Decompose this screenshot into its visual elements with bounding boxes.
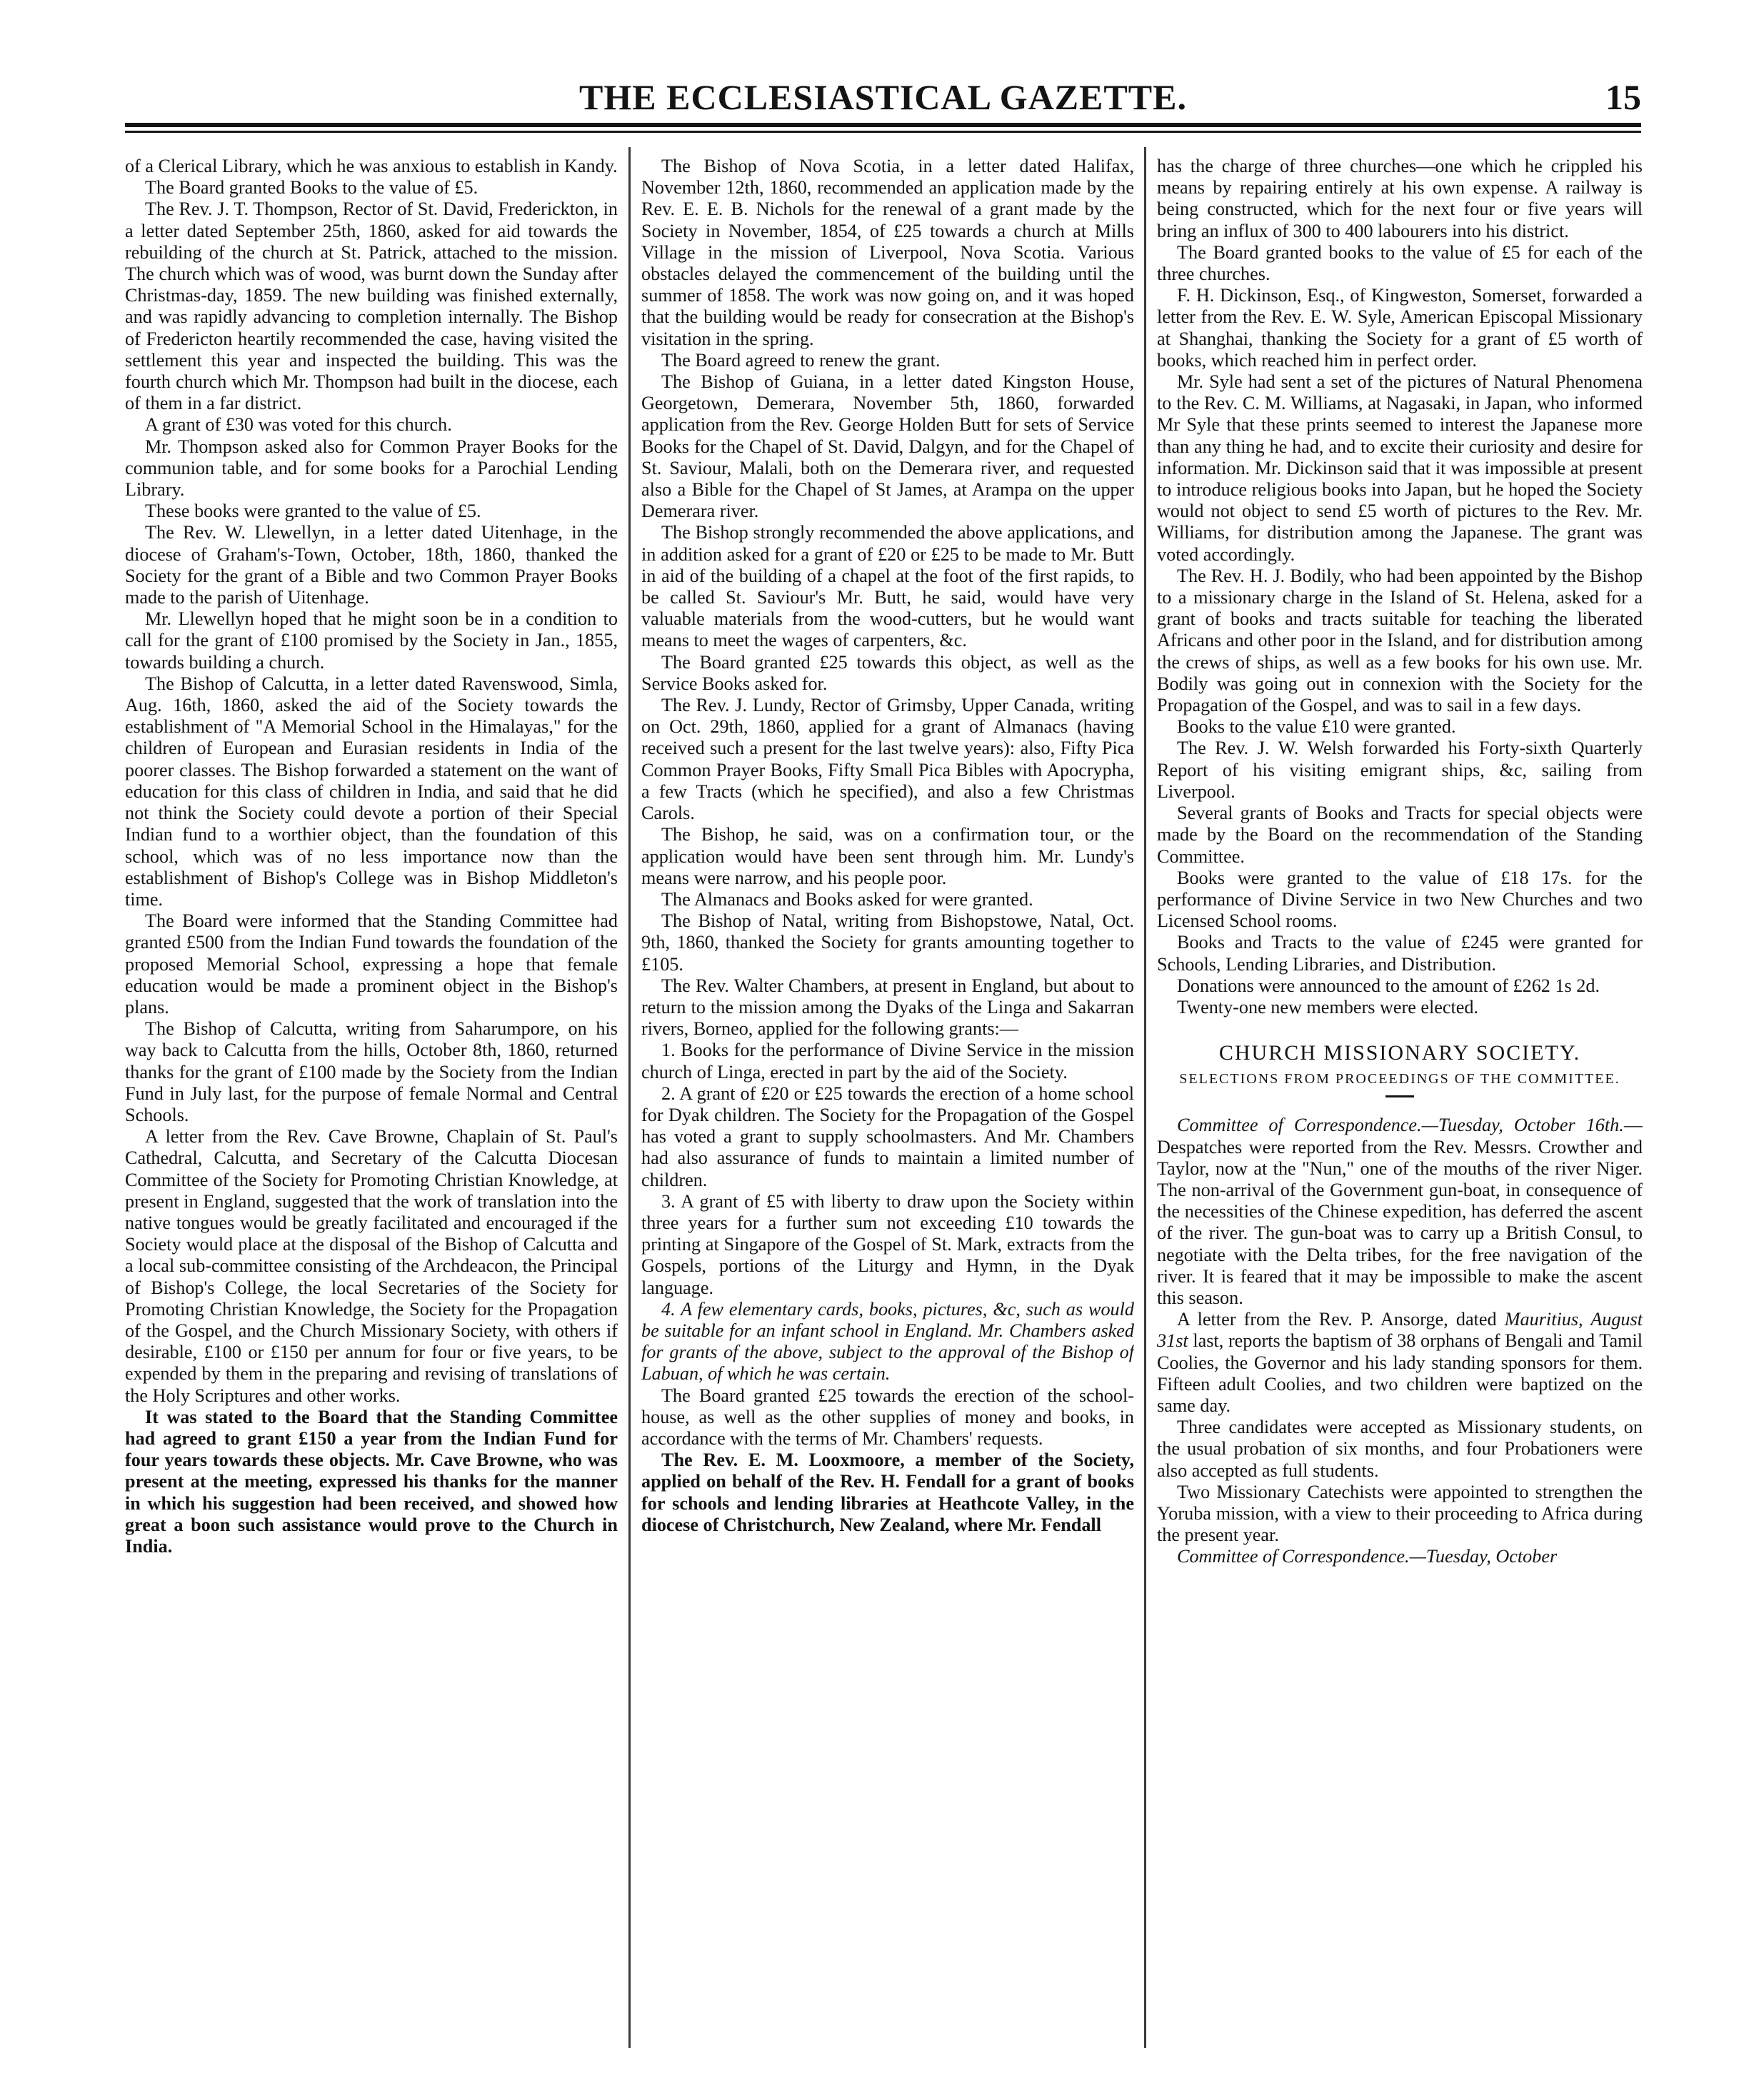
paragraph: Three candidates were accepted as Missionary students, on the usual probation of six months, and four Probationers were also accepted as full students.	[1157, 1417, 1643, 1481]
paragraph: The Board were informed that the Standing Committee had granted £500 from the Indian Fund towards the foundation of the proposed Memorial School, expressing a hope that female education would be made a prominent object in the Bishop's plans.	[125, 910, 618, 1018]
paragraph: The Bishop of Calcutta, writing from Saharumpore, on his way back to Calcutta from the hills, October 8th, 1860, returned thanks for the grant of £100 made by the Society from the Indian Fund in July last, for the purpose of female Normal and Central Schools.	[125, 1018, 618, 1125]
paragraph: The Bishop of Nova Scotia, in a letter dated Halifax, November 12th, 1860, recommended an application made by the Rev. E. E. B. Nichols for the renewal of a grant made by the Society in November, 1854, of £25 towards a church at Mills Village in the mission of Liverpool, Nova Scotia. Various obstacles delayed the commencement of the building until the summer of 1858. The work was now going on, and it was hoped that the building would be ready for consecration at the Bishop's visitation in the spring.	[641, 156, 1134, 349]
column-left	[125, 156, 618, 2048]
paragraph: Mr. Syle had sent a set of the pictures of Natural Phenomena to the Rev. C. M. Williams, at Nagasaki, in Japan, who informed Mr Syle that these prints seemed to interest the Japanese more than any thing he had, and to excite their curiosity and desire for information. Mr. Dickinson said that it was impossible at present to introduce religious books into Japan, but he hoped the Society would not object to send £5 worth of pictures to the Rev. Mr. Williams, for distribution among the Japanese. The grant was voted accordingly.	[1157, 371, 1643, 565]
paragraph-text: A letter from the Rev. P. Ansorge, dated	[1177, 1309, 1505, 1330]
column-divider	[628, 147, 631, 2048]
column-right	[1157, 156, 1643, 2048]
paragraph: The Bishop strongly recommended the above applications, and in addition asked for a grant of £20 or £25 to be made to Mr. Butt in aid of the building of a chapel at the foot of the first rapids, to be called St. Saviour's Mr. Butt, he said, would have very valuable materials from the wood-cutters, but he would want means to meet the wages of carpenters, &c.	[641, 522, 1134, 651]
paragraph: The Bishop, he said, was on a confirmation tour, or the application would have been sent through him. Mr. Lundy's means were narrow, and his people poor.	[641, 824, 1134, 888]
paragraph: Books and Tracts to the value of £245 were granted for Schools, Lending Libraries, and Distribution.	[1157, 932, 1643, 975]
paragraph: Donations were announced to the amount of £262 1s 2d.	[1177, 975, 1600, 996]
page-number: 15	[1605, 77, 1641, 117]
committee-heading: Committee of Correspondence.—Tuesday, October 16th.	[1177, 1115, 1624, 1136]
paragraph: The Rev. Walter Chambers, at present in England, but about to return to the mission among the Dyaks of the Linga and Sakarran rivers, Borneo, applied for the following grants:—	[641, 975, 1134, 1040]
section-title: CHURCH MISSIONARY SOCIETY.	[1218, 1041, 1581, 1065]
paragraph	[1157, 1115, 1643, 1309]
paragraph: The Board granted Books to the value of £5.	[145, 177, 478, 199]
committee-heading: Committee of Correspondence.—Tuesday, October	[1177, 1546, 1558, 1567]
paragraph: Two Missionary Catechists were appointed to strengthen the Yoruba mission, with a view to their proceeding to Africa during the present year.	[1157, 1481, 1643, 1546]
paragraph: The Board agreed to renew the grant.	[661, 349, 941, 371]
paragraph: The Bishop of Natal, writing from Bishopstowe, Natal, Oct. 9th, 1860, thanked the Society for grants amounting together to £105.	[641, 910, 1134, 975]
header-rule-thick	[125, 123, 1641, 127]
paragraph	[1157, 1309, 1643, 1417]
paragraph: These books were granted to the value of £5.	[145, 501, 481, 522]
paragraph: has the charge of three churches—one which he crippled his means by repairing entirely at his own expense. A railway is being constructed, which for the next four or five years will bring an influx of 300 to 400 labourers into his district.	[1157, 156, 1643, 241]
paragraph: It was stated to the Board that the Standing Committee had agreed to grant £150 a year from the Indian Fund for four years towards these objects. Mr. Cave Browne, who was present at the meeting, expressed his thanks for the manner in which his suggestion had been received, and showed how great a boon such assistance would prove to the Church in India.	[125, 1406, 618, 1557]
paragraph: A grant of £30 was voted for this church.	[145, 414, 452, 436]
paragraph: The Rev. E. M. Looxmoore, a member of the Society, applied on behalf of the Rev. H. Fendall for a grant of books for schools and lending libraries at Heathcote Valley, in the diocese of Christchurch, New Zealand, where Mr. Fendall	[641, 1450, 1134, 1535]
paragraph: The Board granted £25 towards this object, as well as the Service Books asked for.	[641, 651, 1134, 694]
paragraph: The Rev. J. W. Welsh forwarded his Forty-sixth Quarterly Report of his visiting emigrant ships, &c, sailing from Liverpool.	[1157, 738, 1643, 802]
paragraph: The Bishop of Guiana, in a letter dated Kingston House, Georgetown, Demerara, November 5th, 1860, forwarded application from the Rev. George Holden Butt for sets of Service Books for the Chapel of St. David, Dalgyn, and for the Chapel of St. Saviour, Malali, both on the Demerara river, and requested also a Bible for the Chapel of St James, at Arampa on the upper Demerara river.	[641, 371, 1134, 522]
paragraph: 4. A few elementary cards, books, pictures, &c, such as would be suitable for an infant school in England. Mr. Chambers asked for grants of the above, subject to the approval of the Bishop of Labuan, of which he was certain.	[641, 1298, 1134, 1385]
column-divider	[1144, 147, 1146, 2048]
paragraph: The Almanacs and Books asked for were granted.	[661, 888, 1033, 910]
paragraph: Mr. Thompson asked also for Common Prayer Books for the communion table, and for some books for a Parochial Lending Library.	[125, 436, 618, 501]
gazette-title: THE ECCLESIASTICAL GAZETTE.	[579, 77, 1187, 117]
paragraph: The Rev. J. T. Thompson, Rector of St. David, Frederickton, in a letter dated September 25th, 1860, asked for aid towards the rebuilding of the church at St. Patrick, attached to the mission. The church which was of wood, was burnt down the Sunday after Christmas-day, 1859. The new building was finished externally, and was rapidly advancing to completion internally. The Bishop of Fredericton heartily recommended the case, having visited the settlement this year and inspected the building. This was the fourth church which Mr. Thompson had built in the diocese, each of them in a far district.	[125, 199, 618, 414]
paragraph: The Rev. W. Llewellyn, in a letter dated Uitenhage, in the diocese of Graham's-Town, October, 18th, 1860, thanked the Society for the grant of a Bible and two Common Prayer Books made to the parish of Uitenhage.	[125, 522, 618, 608]
paragraph: 1. Books for the performance of Divine Service in the mission church of Linga, erected in part by the aid of the Society.	[641, 1040, 1134, 1082]
section-subtitle: SELECTIONS FROM PROCEEDINGS OF THE COMMITTEE.	[1179, 1071, 1620, 1087]
paragraph: The Rev. H. J. Bodily, who had been appointed by the Bishop to a missionary charge in the Island of St. Helena, asked for a grant of books and tracts suitable for teaching the liberated Africans and other poor in the Island, and for distribution among the crews of ships, as well as a few books for his own use. Mr. Bodily was going out in connexion with the Society for the Propagation of the Gospel, and was to sail in a few days.	[1157, 565, 1643, 716]
page-header	[125, 74, 1641, 120]
paragraph: 3. A grant of £5 with liberty to draw upon the Society within three years for a further sum not exceeding £10 towards the printing at Singapore of the Gospel of St. Mark, extracts from the Gospels, portions of the Liturgy and Hymn, in the Dyak language.	[641, 1190, 1134, 1298]
paragraph: Several grants of Books and Tracts for special objects were made by the Board on the recommendation of the Standing Committee.	[1157, 803, 1643, 867]
paragraph: Mr. Llewellyn hoped that he might soon be in a condition to call for the grant of £100 promised by the Society in Jan., 1855, towards building a church.	[125, 608, 618, 673]
dateline: Mauritius, August 31st	[1157, 1309, 1643, 1352]
paragraph: A letter from the Rev. Cave Browne, Chaplain of St. Paul's Cathedral, Calcutta, and Secretary of the Calcutta Diocesan Committee of the Society for Promoting Christian Knowledge, at present in England, suggested that the work of translation into the native tongues would be greatly facilitated and encouraged if the Society would place at the disposal of the Bishop of Calcutta and a local sub-committee consisting of the Archdeacon, the Principal of Bishop's College, the local Secretaries of the Society for Promoting Christian Knowledge, the Society for the Propagation of the Gospel, and the Church Missionary Society, with others if desirable, £100 or £150 per annum for four or five years, to be expended by them in the preparing and revising of translations of the Holy Scriptures and other works.	[125, 1126, 618, 1406]
paragraph: of a Clerical Library, which he was anxious to establish in Kandy.	[125, 156, 618, 176]
paragraph: The Rev. J. Lundy, Rector of Grimsby, Upper Canada, writing on Oct. 29th, 1860, applied for a grant of Almanacs (having received such a present for the last twelve years): also, Fifty Pica Common Prayer Books, Fifty Small Pica Bibles with Apocrypha, a few Tracts (which he specified), and also a few Christmas Carols.	[641, 695, 1134, 824]
paragraph: 2. A grant of £20 or £25 towards the erection of a home school for Dyak children. The Society for the Propagation of the Gospel has voted a grant to supply schoolmasters. And Mr. Chambers had also assurance of funds to maintain a limited number of children.	[641, 1082, 1134, 1190]
paragraph-text: —Despatches were reported from the Rev. Messrs. Crowther and Taylor, now at the "Nun," one of the mouths of the river Niger. The non-arrival of the Government gun-boat, in consequence of the necessities of the Chinese expedition, has deferred the ascent of the river. The gun-boat was to carry up a British Consul, to negotiate with the Delta tribes, for the free navigation of the river. It is feared that it may be impossible to make the ascent this season.	[1157, 1115, 1643, 1308]
paragraph: Books to the value £10 were granted.	[1177, 716, 1456, 738]
paragraph: The Bishop of Calcutta, in a letter dated Ravenswood, Simla, Aug. 16th, 1860, asked the aid of the Society towards the establishment of "A Memorial School in the Himalayas," for the children of European and Eurasian residents in India of the poorer classes. The Bishop forwarded a statement on the want of education for this class of children in India, and said that he did not think the Society could devote a portion of their Special Indian fund to a worthier object, than the foundation of this school, which was of no less importance now than the establishment of Bishop's College was in Bishop Middleton's time.	[125, 673, 618, 910]
paragraph: The Board granted £25 towards the erection of the school-house, as well as the other supplies of money and books, in accordance with the terms of Mr. Chambers' requests.	[641, 1385, 1134, 1449]
paragraph: Books were granted to the value of £18 17s. for the performance of Divine Service in two New Churches and two Licensed School rooms.	[1157, 867, 1643, 932]
paragraph: F. H. Dickinson, Esq., of Kingweston, Somerset, forwarded a letter from the Rev. E. W. Syle, American Episcopal Missionary at Shanghai, thanking the Society for a grant of £5 worth of books, which reached him in perfect order.	[1157, 285, 1643, 371]
short-rule	[1385, 1095, 1414, 1097]
column-middle	[641, 156, 1134, 2048]
paragraph: The Board granted books to the value of £5 for each of the three churches.	[1157, 241, 1643, 285]
paragraph-text: last, reports the baptism of 38 orphans of Bengali and Tamil Coolies, the Governor and his lady standing sponsors for them. Fifteen adult Coolies, and two children were baptized on the same day.	[1157, 1330, 1643, 1416]
header-rule-thin	[125, 131, 1641, 133]
paragraph: Twenty-one new members were elected.	[1177, 996, 1479, 1018]
